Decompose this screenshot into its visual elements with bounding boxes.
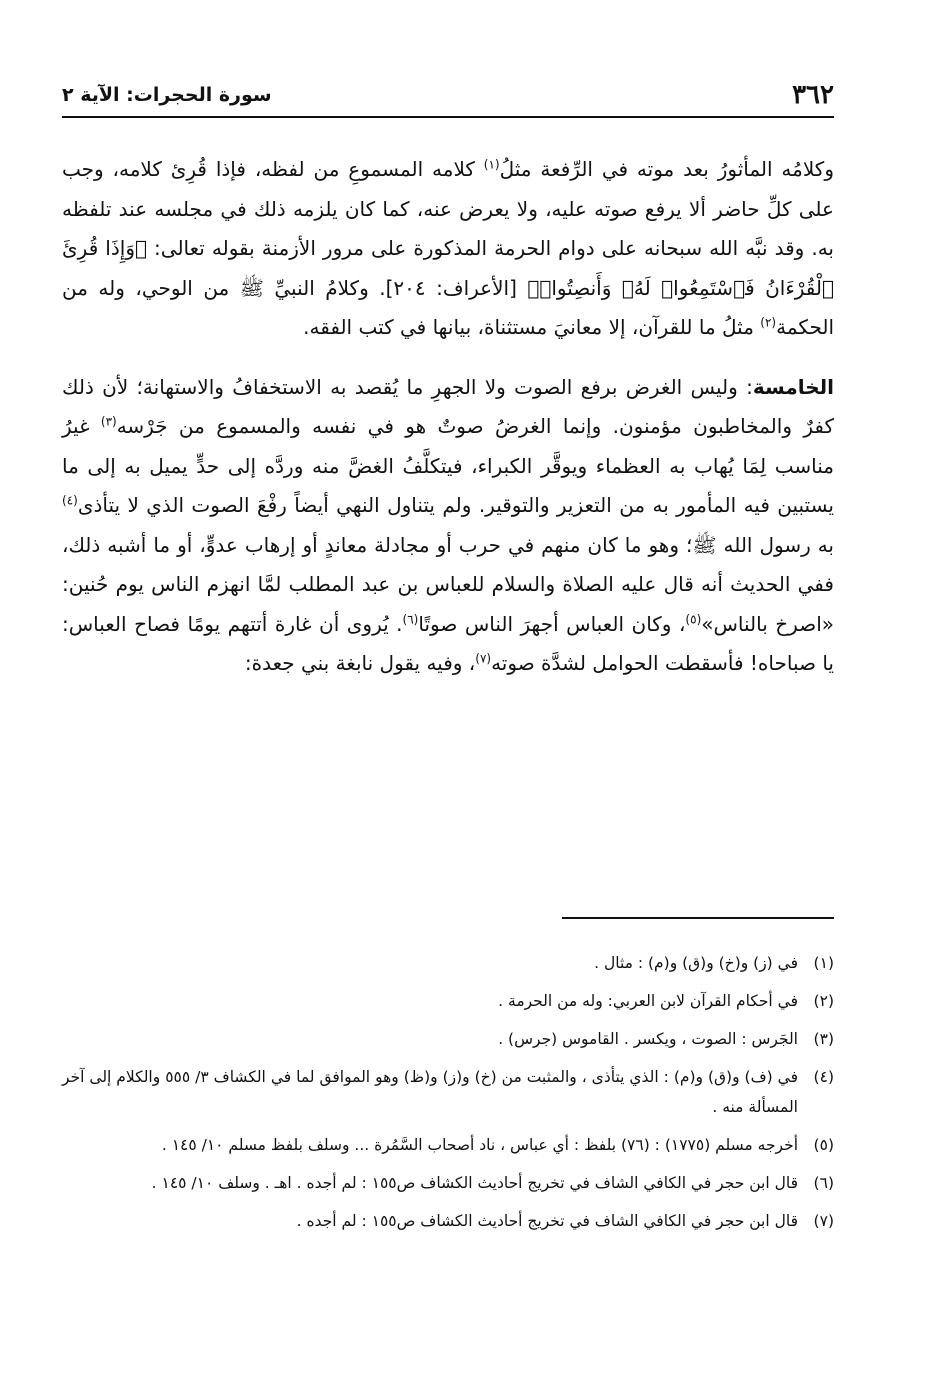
footnote <box>62 1168 834 1198</box>
running-title: سورة الحجرات: الآية ٢ <box>62 84 272 106</box>
footnote <box>62 1206 834 1236</box>
text-run: وكلامُه المأثورُ بعد موته في الرِّفعة مثلُ <box>499 157 834 181</box>
text-run: ، وكان العباس أجهرَ الناس صوتًا <box>418 611 686 636</box>
footnote-number: (٦) <box>813 1174 834 1192</box>
footnote-number: (٥) <box>813 1136 834 1154</box>
footnote-separator <box>562 917 834 919</box>
text-run: : وليس الغرض برفع الصوت ولا الجهرِ ما يُقصد به الاستخفافُ والاستهانة؛ لأن ذلك كفرٌ والمخاطبون مؤمنون. وإنما الغرضُ صوتٌ هو في نفسه والمسموع من جَرْسه <box>62 374 834 438</box>
page-header <box>62 66 834 118</box>
footnote-text: الجَرس : الصوت ، ويكسر . القاموس (جرس) . <box>498 1030 798 1048</box>
footnote-ref: (٥) <box>685 611 702 626</box>
footnote-text: قال ابن حجر في الكافي الشاف في تخريج أحاديث الكشاف ص١٥٥ : لم أجده . اهـ . وسلف ١٠/ ١٤٥ . <box>151 1174 798 1192</box>
main-text <box>62 150 834 684</box>
footnotes <box>62 948 834 1244</box>
footnote-ref: (٢) <box>760 315 777 330</box>
footnote-number: (٢) <box>813 992 834 1010</box>
footnote-number: (٤) <box>813 1068 834 1086</box>
footnote-ref: (١) <box>483 157 500 172</box>
footnote-ref: (٦) <box>402 611 419 626</box>
footnote <box>62 1130 834 1160</box>
section-term: الخامسة <box>752 374 834 399</box>
footnote-number: (٧) <box>813 1212 834 1230</box>
footnote <box>62 948 834 978</box>
footnote-text: في (ف) و(ق) و(م) : الذي يتأذى ، والمثبت من (خ) و(ز) و(ظ) وهو الموافق لما في الكشاف ٣/ ٥٥٥ والكلام إلى آخر المسألة منه . <box>62 1068 798 1116</box>
text-run: مثلُ ما للقرآن، إلا معانيَ مستثناة، بيانها في كتب الفقه. <box>303 315 761 339</box>
text-run: غيرُ مناسب لِمَا يُهاب به العظماء ويوقَّر الكبراء، فيتكلَّفُ الغضَّ منه وردَّه إلى حدٍّ يميل به إلى ما يستبين فيه المأمور به من التعزير والتوقير. ولم يتناول النهي أيضاً رفْعَ الصوت الذي لا يتأذى <box>62 414 834 517</box>
text-run: ، وفيه يقول نابغة بني جعدة: <box>244 651 476 675</box>
footnote-text: في (ز) و(خ) و(ق) و(م) : مثال . <box>594 954 798 972</box>
text-run: كلامه المسموعِ من لفظه، فإذا قُرِئ كلامه، وجب على كلِّ حاضر ألا يرفع صوته عليه، ولا يعرض عنه، كما كان يلزمه ذلك في مجلسه عند تلفظه به. وقد نبَّه الله سبحانه على دوام الحرمة المذكورة على مرور الأزمنة بقوله تعالى: ﴿وَإِذَا قُرِئَ ٱلْقُرْءَانُ فَٱسْتَمِعُوا۟ لَهُۥ وَأَنصِتُوا۟﴾ [الأعراف: ٢٠٤]. وكلامُ النبيِّ ﷺ من الوحي، وله من الحكمة <box>62 157 835 339</box>
text-run: . يُروى أن غارة أتتهم يومًا فصاح العباس: يا صباحاه! فأسقطت الحوامل لشدَّة صوته <box>62 611 834 675</box>
text-run: به رسول الله ﷺ؛ وهو ما كان منهم في حرب أو مجادلة معاندٍ أو إرهاب عدوٍّ، أو ما أشبه ذلك، ففي الحديث أنه قال عليه الصلاة والسلام للعباس بن عبد المطلب لمَّا انهزم الناس يوم حُنين: «اصرخ بالناس» <box>62 532 834 636</box>
footnote <box>62 986 834 1016</box>
footnote-ref: (٧) <box>475 651 492 666</box>
paragraph-1 <box>62 150 834 348</box>
footnote <box>62 1062 834 1122</box>
footnote-text: في أحكام القرآن لابن العربي: وله من الحرمة . <box>498 992 798 1010</box>
paragraph-2 <box>62 368 834 684</box>
footnote-ref: (٣) <box>100 414 117 429</box>
footnote-text: أخرجه مسلم (١٧٧٥) : (٧٦) بلفظ : أي عباس ، ناد أصحاب السَّمُرة ... وسلف بلفظ مسلم ١٠/ ١٤٥ . <box>161 1136 798 1154</box>
footnote <box>62 1024 834 1054</box>
footnote-number: (٣) <box>813 1030 834 1048</box>
page-number: ٣٦٢ <box>792 80 834 110</box>
footnote-text: قال ابن حجر في الكافي الشاف في تخريج أحاديث الكشاف ص١٥٥ : لم أجده . <box>296 1212 798 1230</box>
footnote-number: (١) <box>813 954 834 972</box>
footnote-ref: (٤) <box>62 493 78 508</box>
